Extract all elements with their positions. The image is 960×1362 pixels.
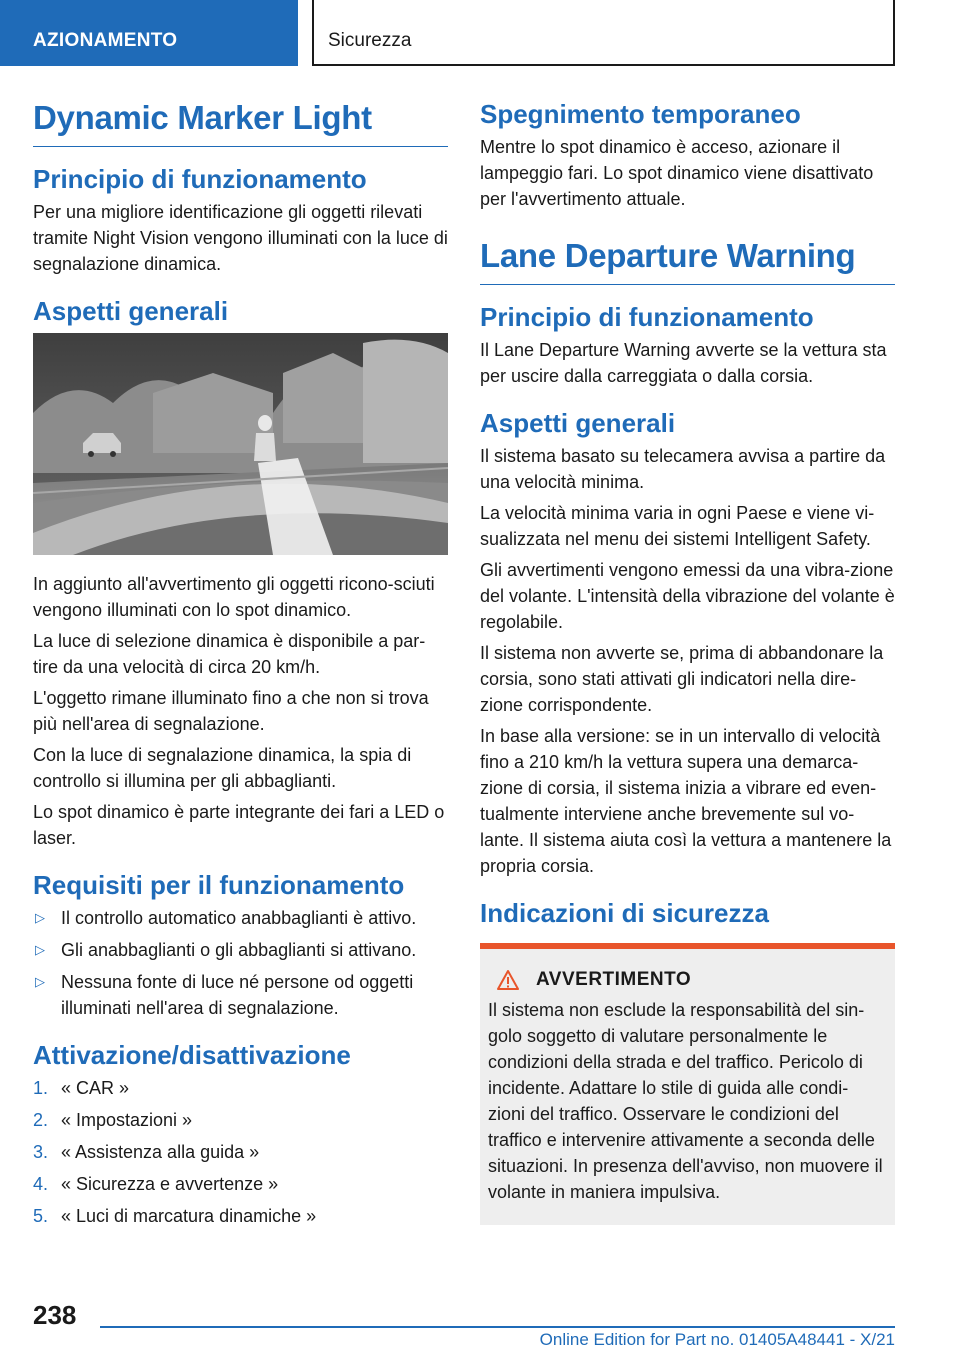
section-tab: AZIONAMENTO: [0, 0, 298, 66]
temp-off-text: Mentre lo spot dinamico è acceso, azionare il lampeggio fari. Lo spot dinamico viene disattivato per l'avvertimento attuale.: [480, 136, 874, 209]
page-number: 238: [33, 1300, 77, 1330]
triangle-bullet-icon: ▷: [35, 909, 45, 925]
step-item: [33, 1139, 448, 1165]
step-number: 5.: [33, 1205, 49, 1226]
paragraph-5: Lo spot dinamico è parte integrante dei fari a LED o laser.: [33, 802, 445, 849]
step-number: 4.: [33, 1173, 49, 1194]
ldw-paragraph-5: In base alla versione: se in un intervallo di velocità fino a 210 km/h la vettura supera una demarca-zione di corsia, il sistema inizia a vibrare ed even-tualmente interviene anche brevemente sul vo-lante. Il sistema aiuta così la vettura a mantenere la propria corsia.: [480, 725, 892, 876]
step-text: « Luci di marcatura dinamiche »: [61, 1205, 317, 1226]
step-item: [33, 1203, 448, 1229]
list-item-text: Gli anabbaglianti o gli abbaglianti si attivano.: [61, 939, 417, 960]
paragraph-3: L'oggetto rimane illuminato fino a che non si trova più nell'area di segnalazione.: [33, 688, 429, 735]
requirements-heading: Requisiti per il funzionamento: [33, 870, 405, 901]
ldw-paragraph-2: La velocità minima varia in ogni Paese e viene vi-sualizzata nel menu dei sistemi Intelligent Safety.: [480, 502, 875, 549]
step-number: 3.: [33, 1141, 49, 1162]
lane-departure-warning-title: Lane Departure Warning: [480, 238, 895, 285]
paragraph-1: In aggiunto all'avvertimento gli oggetti ricono-sciuti vengono illuminati con lo spot dinamico.: [33, 574, 435, 621]
warning-triangle-icon: [496, 969, 520, 991]
paragraph-4: Con la luce di segnalazione dinamica, la spia di controllo si illumina per gli abbaglianti.: [33, 745, 412, 792]
right-column: [480, 100, 895, 1225]
triangle-bullet-icon: ▷: [35, 941, 45, 957]
ldw-principle-text: Il Lane Departure Warning avverte se la vettura sta per uscire dalla carreggiata o dalla corsia.: [480, 340, 887, 387]
step-item: [33, 1107, 448, 1133]
ldw-principle-heading: Principio di funzionamento: [480, 302, 814, 333]
step-item: [33, 1075, 448, 1101]
warning-text: Il sistema non esclude la responsabilità del sin-golo soggetto di valutare personalmente le condizioni della strada e del traffico. Pericolo di incidente. Adattare lo stile di guida alle condi-zioni del traffico. Osservare le condizioni del traffico e intervenire attivamente a seconda delle situazioni. In presenza dell'avviso, non muovere il volante in maniera impulsiva.: [488, 999, 883, 1202]
requirements-list: [33, 905, 448, 1021]
step-text: « Sicurezza e avvertenze »: [61, 1173, 279, 1194]
ldw-paragraph-4: Il sistema non avverte se, prima di abbandonare la corsia, sono stati attivati gli indicatori nella dire-zione corrispondente.: [480, 642, 884, 715]
ldw-general-heading: Aspetti generali: [480, 408, 676, 439]
safety-heading: Indicazioni di sicurezza: [480, 897, 769, 928]
general-heading: Aspetti generali: [33, 296, 229, 327]
triangle-bullet-icon: ▷: [35, 973, 45, 989]
list-item: [33, 969, 448, 1021]
left-column: [33, 100, 448, 1235]
temp-off-heading: Spegnimento temporaneo: [480, 99, 801, 129]
list-item: [33, 905, 448, 931]
night-vision-image: [33, 333, 448, 555]
step-item: [33, 1171, 448, 1197]
edition-text: Online Edition for Part no. 01405A48441 - X/21: [539, 1330, 895, 1349]
list-item-text: Nessuna fonte di luce né persone od oggetti illuminati nell'area di segnalazione.: [61, 971, 414, 1018]
step-text: « Assistenza alla guida »: [61, 1141, 260, 1162]
list-item-text: Il controllo automatico anabbaglianti è attivo.: [61, 907, 417, 928]
footer-divider: [100, 1326, 895, 1328]
principle-heading: Principio di funzionamento: [33, 164, 367, 195]
paragraph-2: La luce di selezione dinamica è disponibile a par-tire da una velocità di circa 20 km/h.: [33, 631, 426, 678]
step-number: 2.: [33, 1109, 49, 1130]
list-item: [33, 937, 448, 963]
activation-heading: Attivazione/disattivazione: [33, 1039, 351, 1070]
warning-title-row: [488, 969, 885, 991]
step-text: « Impostazioni »: [61, 1109, 193, 1130]
dynamic-marker-light-title: Dynamic Marker Light: [33, 100, 448, 147]
step-text: « CAR »: [61, 1077, 130, 1098]
ldw-paragraph-3: Gli avvertimenti vengono emessi da una vibra-zione del volante. L'intensità della vibrazione del volante è regolabile.: [480, 559, 895, 632]
warning-title: AVVERTIMENTO: [536, 968, 692, 990]
warning-box: [480, 943, 895, 1225]
chapter-title: Sicurezza: [312, 0, 895, 66]
principle-text: Per una migliore identificazione gli oggetti rilevati tramite Night Vision vengono illuminati con la luce di segnalazione dinamica.: [33, 202, 448, 275]
ldw-paragraph-1: Il sistema basato su telecamera avvisa a partire da una velocità minima.: [480, 445, 886, 492]
step-number: 1.: [33, 1077, 49, 1098]
activation-steps: [33, 1075, 448, 1229]
